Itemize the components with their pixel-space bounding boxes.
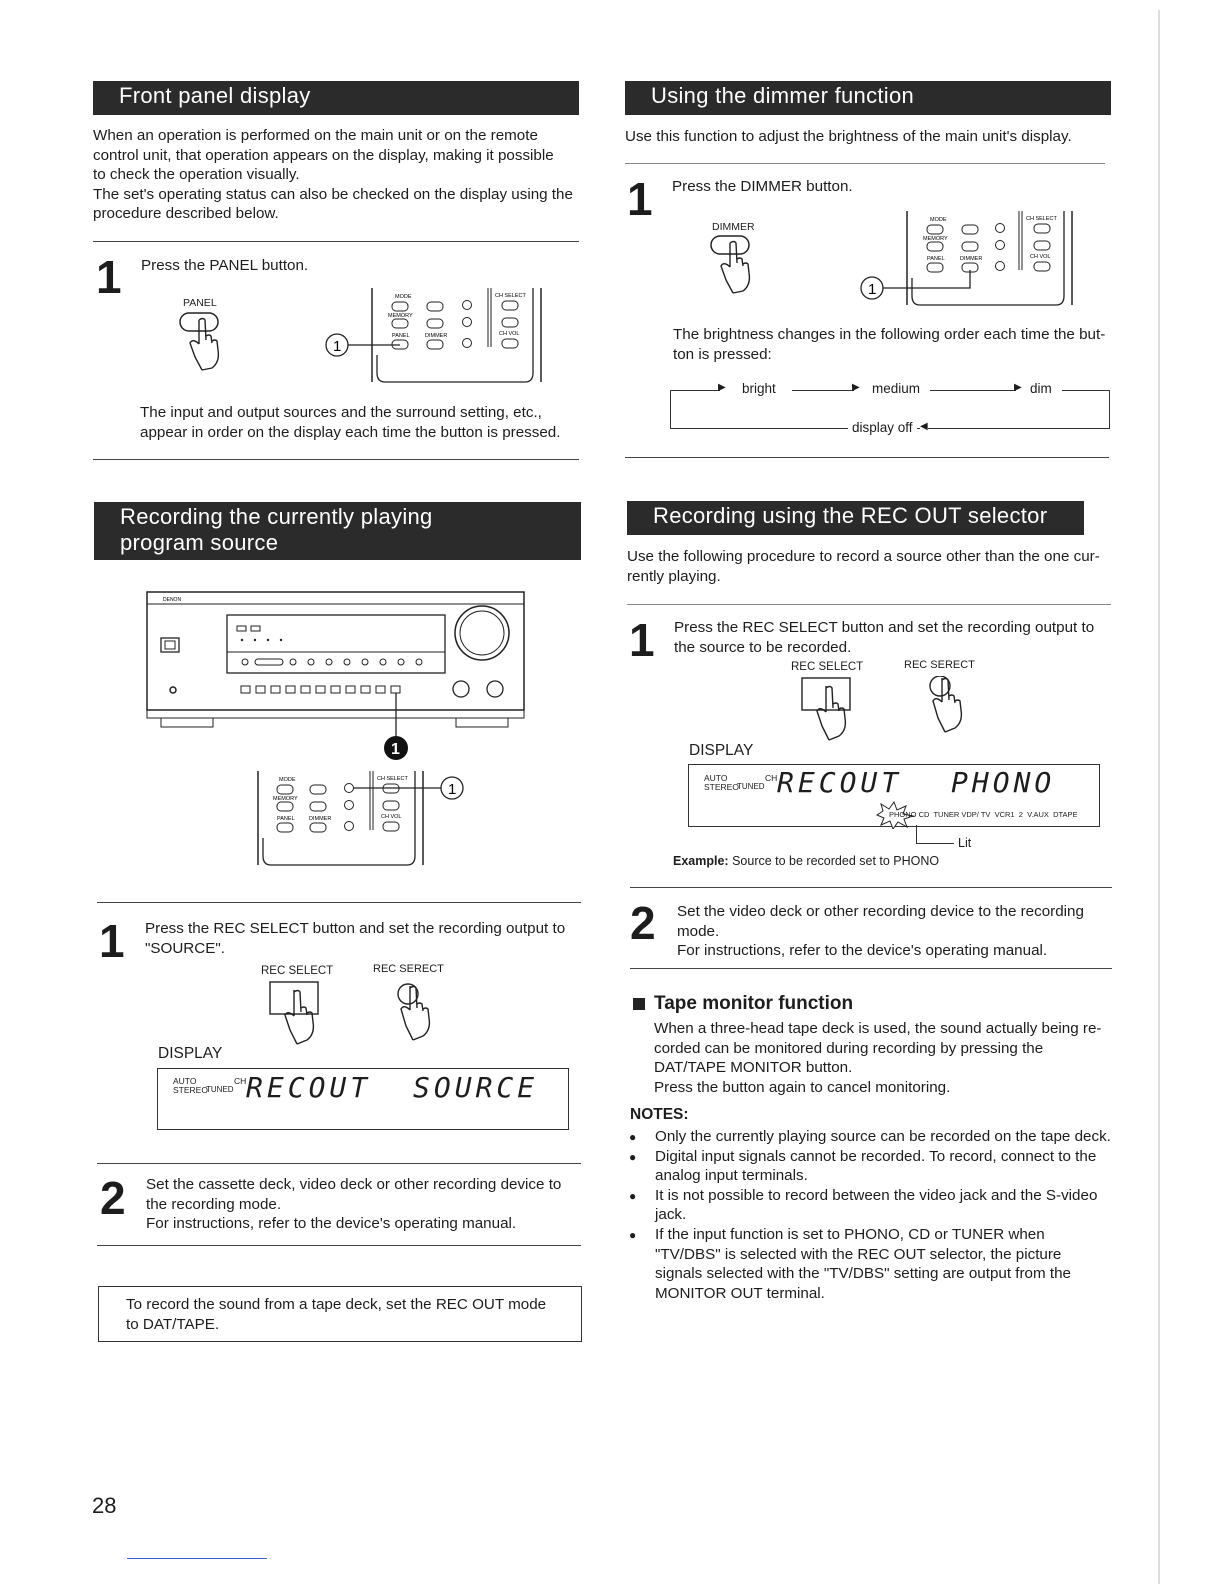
footer-line [127, 1558, 267, 1559]
example-caption: Example: Source to be recorded set to PHONO [673, 854, 940, 868]
rec-select-label: REC SELECT [261, 965, 334, 977]
svg-text:MEMORY: MEMORY [388, 313, 413, 319]
lit-label: Lit [958, 836, 972, 850]
tape-monitor-heading: Tape monitor function [654, 993, 854, 1014]
step-text: Press the REC SELECT button and set the recording output to the source to be recorded. [674, 619, 1095, 656]
svg-text:1: 1 [868, 281, 877, 298]
rec-out-intro: Use the following procedure to record a source other than the one cur- rently playing. [627, 548, 1100, 585]
lcd-display: AUTO CH STEREO TUNED RECOUT PHONO PHONO CD TUNER VDP/ TV VCR1 2 V.AUX DTAPE [688, 764, 1100, 827]
divider [93, 459, 579, 460]
recording-current-title-bar: Recording the currently playing program source [94, 502, 581, 560]
source-indicators: PHONO CD TUNER VDP/ TV VCR1 2 V.AUX DTAPE [889, 810, 1078, 819]
step-number: 1 [99, 915, 125, 967]
remote-control-diagram [255, 768, 485, 868]
arrow-left-icon: ◀ [920, 421, 928, 432]
list-item: ● Only the currently playing source can be recorded on the tape deck. [655, 1127, 1120, 1147]
step-number: 1 [627, 173, 653, 225]
svg-text:CH SELECT: CH SELECT [1026, 216, 1057, 222]
finger-press-icon [268, 980, 468, 1050]
divider [625, 163, 1105, 164]
svg-text:1: 1 [333, 338, 342, 355]
step-text: Set the cassette deck, video deck or other recording device to the recording mode. For instructions, refer to the device's operating manual. [146, 1176, 562, 1233]
svg-text:CH VOL: CH VOL [499, 331, 520, 337]
arrow-right-icon: ▶ [1014, 382, 1022, 393]
svg-text:PANEL: PANEL [392, 333, 410, 339]
divider [630, 887, 1112, 888]
remote-control-diagram [850, 208, 1080, 308]
flow-dim: dim [1026, 381, 1056, 396]
svg-text:CH SELECT: CH SELECT [377, 776, 408, 782]
front-panel-result: The input and output sources and the surround setting, etc., appear in order on the display each time the button is pressed. [140, 404, 561, 441]
list-item: ● Digital input signals cannot be recorded. To record, connect to the analog input terminals. [655, 1147, 1120, 1186]
dimmer-result: The brightness changes in the following order each time the but- ton is pressed: [673, 326, 1106, 363]
step-number: 1 [96, 251, 122, 303]
display-label: DISPLAY [689, 742, 754, 759]
svg-text:DIMMER: DIMMER [425, 333, 448, 339]
svg-text:DIMMER: DIMMER [309, 816, 332, 822]
svg-text:MODE: MODE [930, 217, 947, 223]
step-number: 1 [629, 614, 655, 666]
step-text: Press the PANEL button. [141, 257, 309, 274]
flow-bright: bright [738, 381, 780, 396]
svg-text:DIMMER: DIMMER [960, 256, 983, 262]
lcd-left-text: RECOUT [246, 1071, 372, 1104]
rec-out-title: Recording using the REC OUT selector [653, 503, 1048, 528]
step-number: 2 [630, 897, 656, 949]
svg-text:CH SELECT: CH SELECT [495, 293, 526, 299]
remote-label: MODE [395, 294, 412, 300]
svg-text:MODE: MODE [279, 777, 296, 783]
lcd-right-text: SOURCE [413, 1071, 539, 1104]
panel-button-label: PANEL [183, 297, 217, 309]
dimmer-button-label: DIMMER [712, 221, 755, 233]
svg-text:MEMORY: MEMORY [273, 796, 298, 802]
step-text: Press the REC SELECT button and set the recording output to "SOURCE". [145, 920, 566, 957]
arrow-right-icon: ▶ [852, 382, 860, 393]
tape-monitor-body: When a three-head tape deck is used, the sound actually being re- corded can be monitored during recording by pressing the DAT/TAPE MONITOR button. Press the button again to cancel monitoring. [654, 1020, 1102, 1096]
notes-list [655, 1127, 1120, 1303]
svg-text:1: 1 [448, 781, 457, 798]
finger-press-icon [706, 233, 776, 298]
divider [93, 241, 579, 242]
divider [97, 902, 581, 903]
square-bullet-icon [633, 998, 645, 1010]
divider [625, 457, 1109, 458]
finger-press-icon [175, 310, 245, 375]
display-label: DISPLAY [158, 1045, 223, 1062]
svg-text:PANEL: PANEL [277, 816, 295, 822]
step-text: Press the DIMMER button. [672, 178, 853, 195]
divider [97, 1163, 581, 1164]
finger-press-icon [800, 676, 1000, 746]
svg-text:MEMORY: MEMORY [923, 236, 948, 242]
lit-pointer [916, 825, 917, 843]
svg-text:CH VOL: CH VOL [381, 814, 402, 820]
rec-select-label-alt: REC SERECT [904, 659, 975, 671]
step-text: Set the video deck or other recording device to the recording mode. For instructions, refer to the device's operating manual. [677, 903, 1084, 960]
divider [97, 1245, 581, 1246]
front-panel-title: Front panel display [119, 83, 311, 108]
list-item: ● It is not possible to record between the video jack and the S-video jack. [655, 1186, 1120, 1225]
lcd-display: AUTO CH STEREO TUNED RECOUT SOURCE [157, 1068, 569, 1130]
svg-text:1: 1 [391, 741, 400, 758]
note-box: To record the sound from a tape deck, set the REC OUT mode to DAT/TAPE. [98, 1286, 582, 1342]
front-panel-title-bar [93, 81, 579, 115]
svg-text:CH VOL: CH VOL [1030, 254, 1051, 260]
dimmer-title: Using the dimmer function [651, 83, 915, 108]
rec-select-label: REC SELECT [791, 661, 864, 673]
receiver-front-panel-diagram [145, 590, 530, 765]
remote-control-diagram [315, 285, 545, 385]
step-number: 2 [100, 1172, 126, 1224]
front-panel-intro: When an operation is performed on the main unit or on the remote control unit, that operation appears on the display, making it possible to check the operation visually. The set's operating status can also be checked on the display using the procedure described below. [93, 127, 573, 223]
arrow-right-icon: ▶ [718, 382, 726, 393]
divider [627, 604, 1111, 605]
notes-heading: NOTES: [630, 1106, 689, 1123]
lcd-right-text: PHONO [951, 766, 1056, 799]
rec-out-title-bar [627, 501, 1084, 535]
lcd-left-text: RECOUT [777, 766, 903, 799]
list-item: ● If the input function is set to PHONO, CD or TUNER when "TV/DBS" is selected with the REC OUT selector, the picture signals selected with the "TV/DBS" setting are output from the MONITOR OUT terminal. [655, 1225, 1120, 1303]
svg-text:PANEL: PANEL [927, 256, 945, 262]
recording-current-title: Recording the currently playing [120, 504, 433, 529]
brand-logo: DENON [163, 597, 182, 603]
dimmer-title-bar [625, 81, 1111, 115]
page-edge [1158, 10, 1160, 1584]
rec-select-label-alt: REC SERECT [373, 963, 444, 975]
brightness-cycle [670, 380, 1110, 435]
dimmer-intro: Use this function to adjust the brightness of the main unit's display. [625, 128, 1072, 145]
divider [630, 968, 1112, 969]
flow-medium: medium [868, 381, 924, 396]
lcd-indicator: AUTO [173, 1076, 197, 1086]
flow-display-off: display off [848, 420, 917, 435]
page-number: 28 [92, 1493, 117, 1518]
lcd-indicator: AUTO [704, 773, 728, 783]
